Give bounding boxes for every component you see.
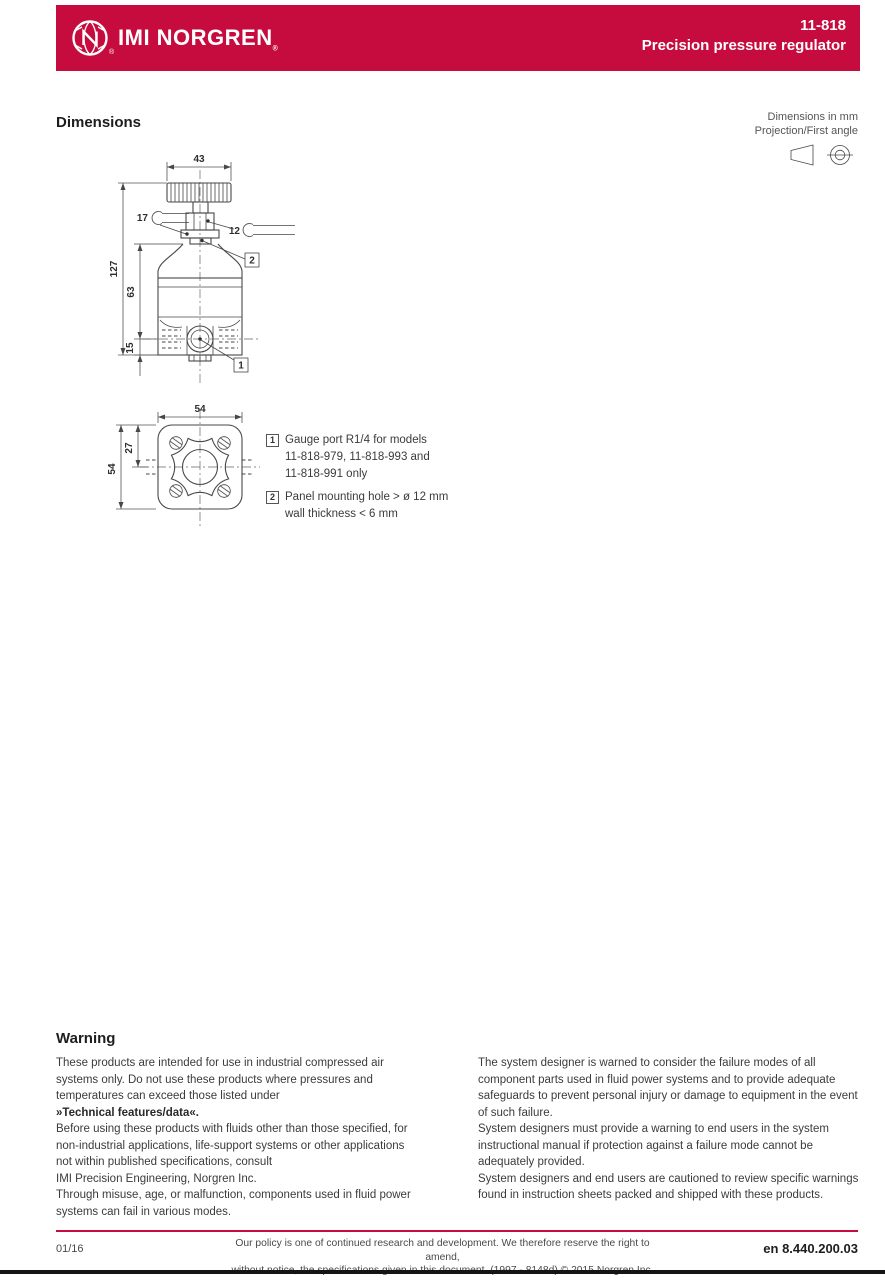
wrench-17-icon (152, 212, 162, 225)
header-title-block (642, 16, 846, 56)
page-bottom-border (0, 1270, 885, 1274)
wrench-size-17: 17 (136, 213, 148, 224)
footer-divider (56, 1230, 858, 1232)
warning-right-column (478, 1055, 864, 1204)
warning-paragraph: System designers and end users are cautioned to review specific warnings found in instruction sheets packed and shipped with these products. (478, 1172, 859, 1201)
units-note: Dimensions in mm (767, 111, 858, 123)
callout-gauge-port: 1 (238, 360, 244, 372)
dim-flange-height: 54 (107, 463, 118, 475)
warning-paragraph: The system designer is warned to consider the failure modes of all component parts used in fluid power systems and to provide adequate safeguards to prevent personal injury or damage to equipment in the event of such failure. (478, 1057, 858, 1119)
note-panel-mounting: 2 Panel mounting hole > ø 12 mm wall thickness < 6 mm (266, 489, 486, 523)
warning-paragraph: IMI Precision Engineering, Norgren Inc. (56, 1172, 257, 1185)
first-angle-projection-icon (783, 141, 861, 169)
warning-left-column (56, 1055, 412, 1220)
note-ref-1: 1 (266, 434, 279, 447)
warning-technical-features-ref: »Technical features/data«. (56, 1106, 199, 1119)
wrench-size-12: 12 (228, 226, 240, 237)
dim-port-height: 15 (125, 342, 136, 354)
front-view-drawing (90, 150, 390, 390)
doc-title: Precision pressure regulator (641, 37, 846, 54)
doc-number: 11-818 (800, 17, 846, 34)
brand-registered-mark: ® (272, 45, 279, 53)
note-gauge-port: 1 Gauge port R1/4 for models 11-818-979, 11-818-993 and 11-818-991 only (266, 432, 486, 483)
drawing-notes (266, 432, 486, 529)
bottom-view-drawing (88, 388, 263, 533)
warning-heading: Warning (56, 1030, 116, 1047)
warning-paragraph: System designers must provide a warning to end users in the system instructional manual if protection against a failure mode cannot be adequately provided. (478, 1123, 829, 1168)
footer-issue-date: 01/16 (56, 1243, 84, 1255)
warning-paragraph: Before using these products with fluids other than those specified, for non-industrial applications, life-support systems or other applications not within published specifications, consult (56, 1123, 408, 1168)
note-ref-2: 2 (266, 491, 279, 504)
logo-registered-mark: ® (109, 49, 115, 56)
header-bar (56, 5, 860, 71)
imi-globe-logo-icon (70, 18, 110, 58)
dimensions-heading: Dimensions (56, 114, 142, 131)
wrench-12-icon (243, 224, 253, 237)
dimensions-meta (755, 110, 858, 138)
brand-name: IMI $NORGREN_®$ (118, 25, 279, 53)
projection-note: Projection/First angle (754, 125, 858, 137)
dim-upper-height: 63 (126, 286, 137, 298)
footer-doc-code: en 8.440.200.03 (763, 1241, 858, 1256)
footer-policy-text: Our policy is one of continued research and development. We therefore reserve the right to amend, (235, 1238, 650, 1263)
dim-hole-offset: 27 (124, 442, 135, 454)
dim-flange-width: 54 (194, 404, 206, 415)
warning-paragraph: Through misuse, age, or malfunction, components used in fluid power systems can fail in various modes. (56, 1189, 411, 1218)
callout-panel-mounting: 2 (249, 255, 255, 267)
dim-knob-width: 43 (193, 154, 205, 165)
dim-overall-height: 127 (109, 260, 120, 278)
warning-paragraph: These products are intended for use in industrial compressed air systems only. Do not use these products where pressures and temperatures can exceed those listed under (56, 1057, 384, 1102)
